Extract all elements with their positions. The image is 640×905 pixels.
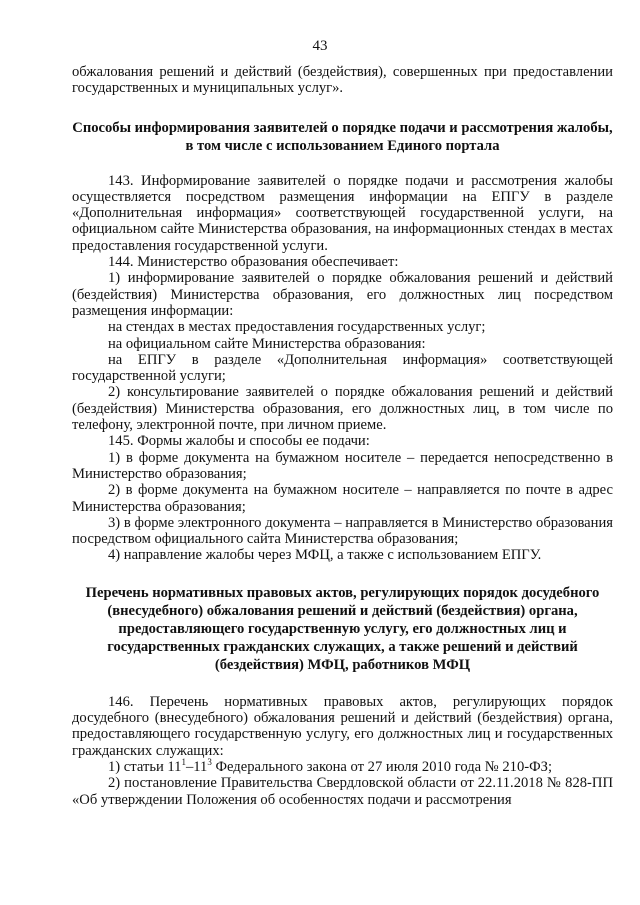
paragraph-145: 145. Формы жалобы и способы ее подачи: xyxy=(108,433,370,450)
paragraph-145-item-3: 3) в форме электронного документа – направляется в Министерство образования посредством официального сайта Министерства образования; xyxy=(72,514,613,548)
paragraph-145-item-1: 1) в форме документа на бумажном носителе – передается непосредственно в Министерство образования; xyxy=(72,449,613,482)
paragraph-145-item-2: 2) в форме документа на бумажном носителе – направляется по почте в адрес Министерства образования; xyxy=(72,482,613,515)
spacer xyxy=(72,155,613,173)
intro-paragraph: обжалования решений и действий (бездействия), совершенных при предоставлении государственных и муниципальных услуг». xyxy=(72,64,613,97)
item1-dash: –11 xyxy=(185,758,208,775)
item1-sup1: 1 xyxy=(181,757,186,768)
item1-prefix: 1) статьи 11 xyxy=(108,758,182,775)
section-heading-legal-acts: Перечень нормативных правовых актов, регулирующих порядок досудебного (внесудебного) обжалования решений и действий (бездействия) органа, предоставляющего государственную услугу, его должностных лиц и государственных гражданских служащих, а также решений и действий (бездействия) МФЦ, работников МФЦ xyxy=(85,584,600,673)
paragraph-146-item-2: 2) постановление Правительства Свердловской области от 22.11.2018 № 828-ПП «Об утверждении Положения об особенностях подачи и рассмотрения xyxy=(72,775,613,808)
paragraph-144-item-2: 2) консультирование заявителей о порядке обжалования решений и действий (бездействия) Министерства образования, его должностных лиц, в том числе по телефону, электронной почте, при личном приеме. xyxy=(72,384,613,434)
section-heading-complaint-info: Способы информирования заявителей о порядке подачи и рассмотрения жалобы, в том числе с использованием Единого портала xyxy=(72,119,613,154)
paragraph-145-item-4: 4) направление жалобы через МФЦ, а также с использованием ЕПГУ. xyxy=(108,547,542,564)
item1-suffix: Федерального закона от 27 июля 2010 года № 210-ФЗ; xyxy=(211,758,553,775)
paragraph-144-stands: на стендах в местах предоставления государственных услуг; xyxy=(108,319,486,336)
item1-sup2: 3 xyxy=(207,757,212,768)
page-number: 43 xyxy=(312,38,328,54)
spacer xyxy=(72,674,613,694)
paragraph-146: 146. Перечень нормативных правовых актов, регулирующих порядок досудебного (внесудебного) обжалования решений и действий (бездействия) органа, предоставляющего государственную услугу, его должностных лиц и государственных гражданских служащих: xyxy=(72,693,613,759)
paragraph-144-epgu: на ЕПГУ в разделе «Дополнительная информация» соответствующей государственной услуги; xyxy=(72,351,613,385)
paragraph-143: 143. Информирование заявителей о порядке подачи и рассмотрения жалобы осуществляется посредством размещения информации на ЕПГУ в разделе «Дополнительная информация» соответствующей государственной услуги, на официальном сайте Министерства образования, на информационных стендах в местах предоставления государственной услуги. xyxy=(72,172,613,254)
paragraph-146-item-1 xyxy=(72,759,613,775)
paragraph-144: 144. Министерство образования обеспечивает: xyxy=(108,254,399,271)
spacer xyxy=(72,564,613,584)
spacer xyxy=(72,97,613,119)
paragraph-144-website: на официальном сайте Министерства образования: xyxy=(108,335,426,352)
paragraph-144-item-1: 1) информирование заявителей о порядке обжалования решений и действий (бездействия) Министерства образования, его должностных лиц посредством размещения информации: xyxy=(72,270,613,319)
document-body xyxy=(72,64,613,808)
